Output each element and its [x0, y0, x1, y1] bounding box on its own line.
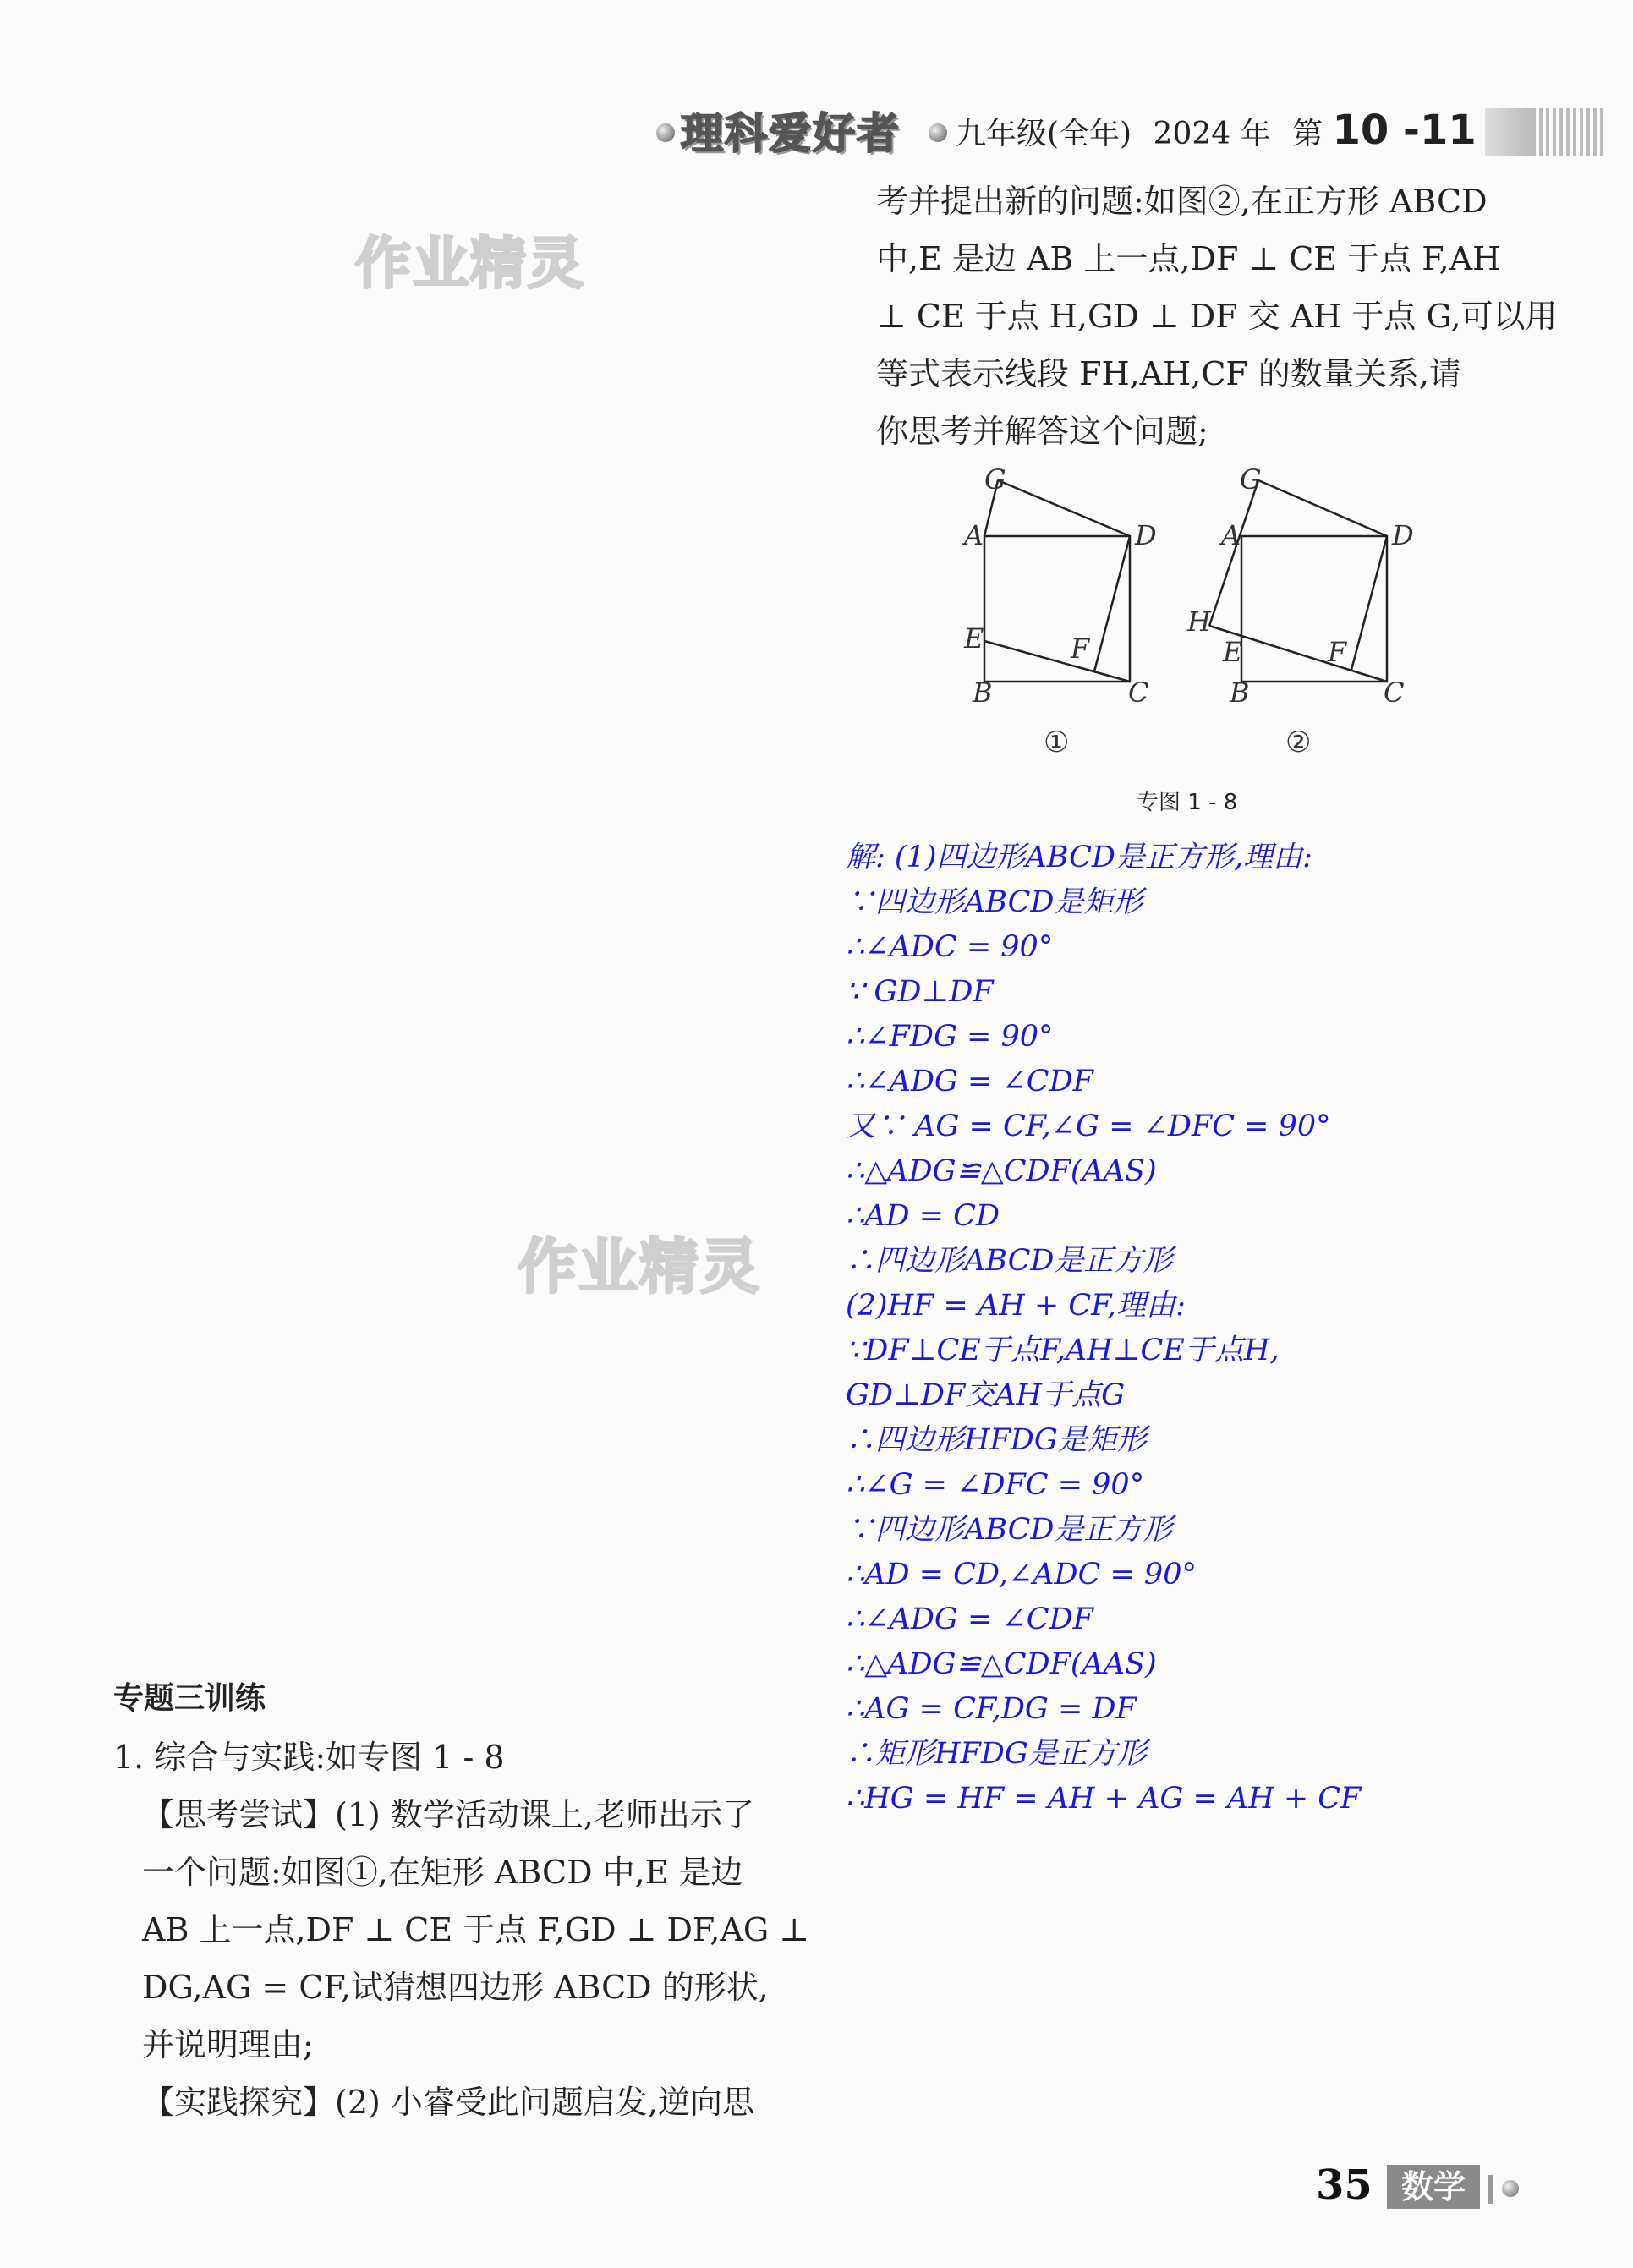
fig1-point-E: E [964, 622, 984, 655]
fig2-point-A: A [1221, 519, 1241, 551]
issue-info [956, 105, 1523, 156]
problem-right-line-5: 你思考并解答这个问题; [876, 413, 1208, 450]
solution-line-7: 又∵ AG = CF,∠G = ∠DFC = 90° [846, 1109, 1331, 1143]
header-stripes [1532, 108, 1603, 156]
problem-left-line-1: 1. 综合与实践:如专图 1 - 8 [113, 1739, 505, 1776]
solution-line-15: ∴∠G = ∠DFC = 90° [846, 1468, 1145, 1502]
fig2-point-B: B [1230, 677, 1250, 709]
solution-line-11: (2)HF = AH + CF,理由: [846, 1289, 1186, 1323]
problem-left-line-2: 【思考尝试】(1) 数学活动课上,老师出示了 [142, 1796, 754, 1833]
fig2-point-H: H [1187, 605, 1211, 638]
watermark-top: 作业精灵 [355, 231, 585, 296]
solution-line-12: ∵DF⊥CE于点F,AH⊥CE于点H, [846, 1334, 1280, 1367]
problem-right-line-1: 考并提出新的问题:如图②,在正方形 ABCD [876, 183, 1488, 220]
problem-left-line-7: 【实践探究】(2) 小睿受此问题启发,逆向思 [142, 2084, 754, 2121]
fig1-point-A: A [964, 519, 984, 551]
header-dot-left [656, 123, 675, 142]
fig1-point-C: C [1128, 677, 1149, 709]
fig2-point-D: D [1392, 519, 1414, 551]
fig2-point-G: G [1240, 463, 1262, 496]
fig1-rectangle [984, 536, 1130, 682]
fig1-line-GD [998, 480, 1130, 536]
figure-1 [984, 480, 1130, 682]
solution-line-1: 解: (1)四边形ABCD是正方形,理由: [846, 841, 1312, 874]
solution-line-2: ∵四边形ABCD是矩形 [846, 885, 1143, 919]
solution-line-6: ∴∠ADG = ∠CDF [846, 1065, 1093, 1098]
fig2-point-F: F [1328, 636, 1347, 668]
section-title: 专题三训练 [113, 1681, 266, 1716]
watermark-middle: 作业精灵 [518, 1232, 761, 1301]
solution-line-5: ∴∠FDG = 90° [846, 1020, 1054, 1054]
fig2-point-C: C [1384, 677, 1405, 709]
header-grey-block [1485, 108, 1534, 156]
page-number: 35 [1316, 2161, 1373, 2209]
solution-line-8: ∴△ADG≌△CDF(AAS) [846, 1154, 1157, 1188]
fig1-point-D: D [1135, 519, 1157, 551]
geometry-figure [930, 457, 1522, 761]
problem-left-line-6: 并说明理由; [142, 2026, 314, 2063]
problem-left-line-4: AB 上一点,DF ⊥ CE 于点 F,GD ⊥ DF,AG ⊥ [142, 1911, 810, 1948]
grade-label: 九年级(全年) [956, 117, 1132, 151]
problem-right-line-3: ⊥ CE 于点 H,GD ⊥ DF 交 AH 于点 G,可以用 [876, 298, 1558, 335]
problem-right-line-4: 等式表示线段 FH,AH,CF 的数量关系,请 [876, 355, 1461, 392]
year-label: 2024 年 [1153, 117, 1271, 151]
solution-line-9: ∴AD = CD [846, 1199, 1000, 1233]
solution-line-22: ∴HG = HF = AH + AG = AH + CF [846, 1782, 1362, 1816]
problem-right-line-2: 中,E 是边 AB 上一点,DF ⊥ CE 于点 F,AH [876, 240, 1501, 277]
fig2-line-GH [1209, 480, 1258, 626]
fig2-line-GD [1258, 480, 1387, 536]
fig2-line-DF [1351, 536, 1387, 670]
solution-line-16: ∵四边形ABCD是正方形 [846, 1513, 1173, 1547]
footer-dot [1502, 2180, 1519, 2197]
solution-line-18: ∴∠ADG = ∠CDF [846, 1602, 1093, 1636]
footer-divider [1488, 2175, 1493, 2204]
solution-line-10: ∴四边形ABCD是正方形 [846, 1244, 1173, 1278]
solution-line-13: GD⊥DF交AH于点G [846, 1378, 1126, 1412]
fig2-label: ② [1285, 726, 1312, 759]
fig1-line-DF [1094, 536, 1130, 671]
fig1-label: ① [1044, 726, 1070, 759]
issue-prefix: 第 [1292, 117, 1323, 151]
fig1-line-EC [984, 641, 1130, 682]
fig1-point-G: G [984, 463, 1006, 496]
issue-number: 10 -11 [1332, 107, 1477, 154]
fig2-point-E: E [1223, 636, 1243, 668]
magazine-brand: 理科爱好者 [681, 109, 901, 158]
solution-line-4: ∵ GD⊥DF [846, 975, 994, 1009]
fig1-point-B: B [973, 677, 993, 709]
solution-line-17: ∴AD = CD,∠ADC = 90° [846, 1558, 1197, 1591]
solution-line-3: ∴∠ADC = 90° [846, 930, 1054, 964]
figure-caption: 专图 1 - 8 [1137, 790, 1238, 815]
subject-badge: 数学 [1387, 2165, 1480, 2209]
solution-line-14: ∴四边形HFDG是矩形 [846, 1423, 1147, 1457]
problem-left-line-3: 一个问题:如图①,在矩形 ABCD 中,E 是边 [142, 1854, 743, 1891]
solution-line-19: ∴△ADG≌△CDF(AAS) [846, 1647, 1157, 1681]
fig1-point-F: F [1071, 633, 1090, 665]
header-dot-right [929, 123, 947, 142]
solution-line-20: ∴AG = CF,DG = DF [846, 1692, 1137, 1726]
problem-left-line-5: DG,AG = CF,试猜想四边形 ABCD 的形状, [142, 1969, 769, 2006]
solution-line-21: ∴矩形HFDG是正方形 [846, 1737, 1147, 1771]
